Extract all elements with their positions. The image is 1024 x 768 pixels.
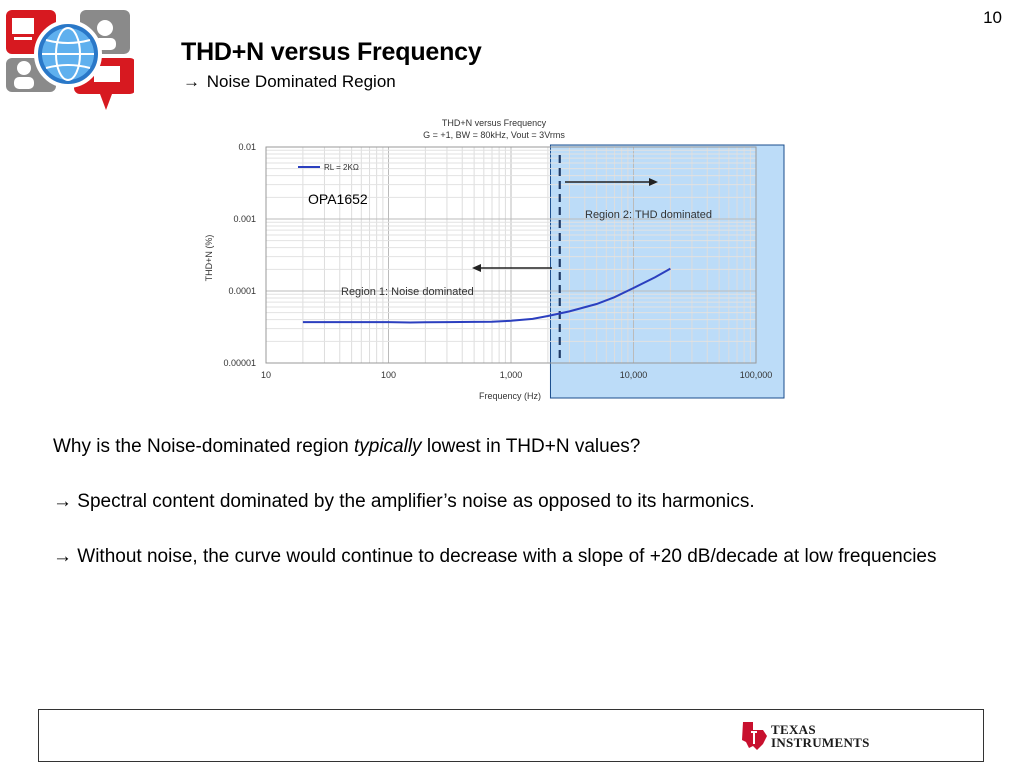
arrow-right-icon: →: [53, 546, 72, 567]
x-tick-label: 1,000: [499, 370, 523, 380]
slide-subtitle: [183, 72, 396, 92]
question-emphasis: typically: [353, 436, 422, 457]
question-paragraph: [53, 434, 973, 460]
point-1-text: Spectral content dominated by the amplifier’s noise as opposed to its harmonics.: [77, 491, 755, 512]
question-suffix: lowest in THD+N values?: [421, 436, 641, 457]
y-tick-label: 0.001: [233, 214, 256, 224]
region-1-label: Region 1: Noise dominated: [341, 286, 474, 298]
x-tick-label: 100: [380, 370, 397, 380]
y-tick-label: 0.00001: [223, 358, 256, 368]
thd-n-chart: [198, 112, 798, 404]
footer-box: [38, 709, 984, 762]
y-tick-label: 0.0001: [228, 286, 256, 296]
texas-state-logo-icon: [739, 720, 769, 752]
y-tick-label: 0.01: [238, 142, 256, 152]
texas-instruments-logo: [739, 720, 869, 752]
point-1-paragraph: [53, 489, 973, 515]
point-2-text: Without noise, the curve would continue to decrease with a slope of +20 dB/decade at low frequencies: [77, 546, 937, 567]
ti-word-instruments: INSTRUMENTS: [771, 735, 870, 750]
ti-word-texas: TEXAS: [771, 722, 816, 737]
chart-title: THD+N versus Frequency: [441, 118, 547, 128]
slide-body: [53, 434, 973, 599]
x-tick-label: 10,000: [619, 370, 648, 380]
chart-subtitle: G = +1, BW = 80kHz, Vout = 3Vrms: [423, 130, 565, 140]
region-2-label: Region 2: THD dominated: [585, 209, 712, 221]
x-tick-label: 10: [260, 370, 272, 380]
network-people-logo-icon: [2, 6, 134, 112]
point-2-paragraph: [53, 544, 973, 570]
arrow-right-icon: →: [183, 72, 200, 91]
ti-wordmark: [771, 723, 870, 749]
slide-title: THD+N versus Frequency: [181, 38, 482, 66]
subtitle-text: Noise Dominated Region: [206, 72, 396, 91]
arrow-left-head-icon: [472, 264, 481, 272]
x-axis-label: Frequency (Hz): [478, 391, 542, 401]
x-tick-label: 100,000: [739, 370, 773, 380]
device-label: OPA1652: [308, 191, 368, 207]
page-number: 10: [983, 8, 1002, 27]
legend-label: RL = 2KΩ: [324, 163, 359, 172]
arrow-right-icon: →: [53, 491, 72, 512]
question-prefix: Why is the Noise-dominated region: [53, 436, 354, 457]
y-axis-label: THD+N (%): [204, 234, 214, 282]
